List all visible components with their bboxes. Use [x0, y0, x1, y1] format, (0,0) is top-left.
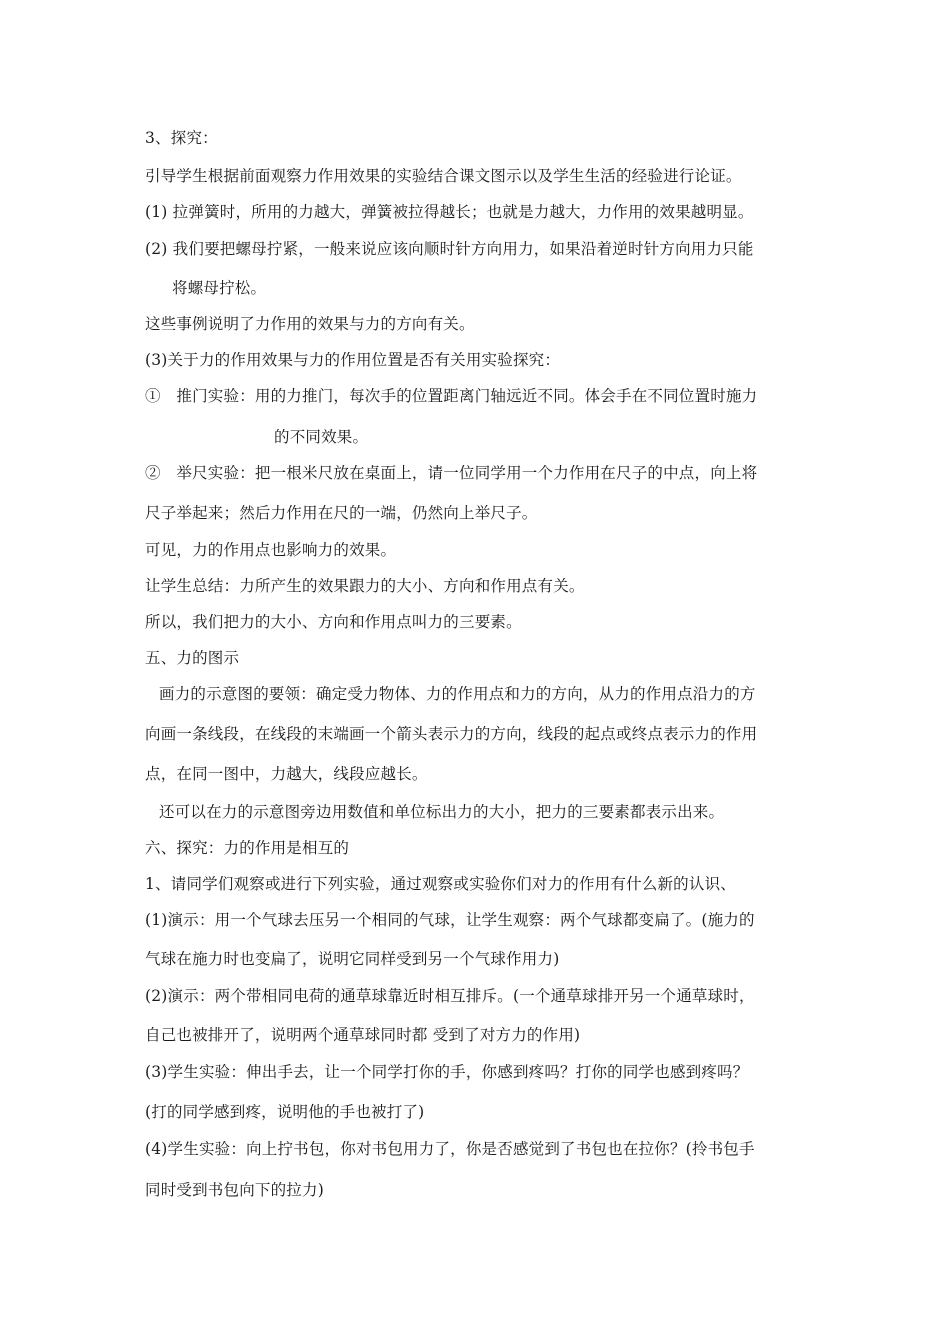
section-heading-explore: 3、探究：: [145, 129, 218, 147]
paragraph-label-magnitude: 还可以在力的示意图旁边用数值和单位标出力的大小，把力的三要素都表示出来。: [159, 803, 725, 821]
student-experiment-schoolbag: (4)学生实验：向上拧书包，你对书包用力了，你是否感觉到了书包也在拉你？(拎书包手: [145, 1140, 755, 1158]
demo-balloons-continued: 气球在施力时也变扁了，说明它同样受到另一个气球作用力): [145, 950, 560, 968]
paragraph-intro: 引导学生根据前面观察力作用效果的实验结合课文图示以及学生生活的经验进行论证。: [145, 167, 742, 185]
paragraph-conclusion-direction: 这些事例说明了力作用的效果与力的方向有关。: [145, 315, 475, 333]
list-item-2: (2) 我们要把螺母拧紧，一般来说应该向顺时针方向用力，如果沿着逆时针方向用力只能: [145, 240, 754, 258]
paragraph-observe-prompt: 1、请同学们观察或进行下列实验，通过观察或实验你们对力的作用有什么新的认识、: [145, 875, 736, 893]
student-experiment-schoolbag-continued: 同时受到书包向下的拉力): [145, 1181, 324, 1199]
paragraph-student-summary: 让学生总结：力所产生的效果跟力的大小、方向和作用点有关。: [145, 577, 585, 595]
paragraph-diagram-rules-line3: 点，在同一图中，力越大，线段应越长。: [145, 765, 428, 783]
paragraph-point-of-action: 可见，力的作用点也影响力的效果。: [145, 541, 397, 559]
demo-pith-balls-continued: 自己也被排开了，说明两个通草球同时都 受到了对方力的作用): [145, 1026, 581, 1044]
list-item-2-continued: 将螺母拧松。: [172, 279, 267, 297]
list-item-3: (3)关于力的作用效果与力的作用位置是否有关用实验探究：: [145, 351, 561, 369]
paragraph-diagram-rules-line2: 向画一条线段，在线段的末端画一个箭头表示力的方向，线段的起点或终点表示力的作用: [145, 725, 758, 743]
student-experiment-hand: (3)学生实验：伸出手去，让一个同学打你的手，你感到疼吗？打你的同学也感到疼吗？: [145, 1063, 749, 1081]
demo-pith-balls: (2)演示：两个带相同电荷的通草球靠近时相互排斥。(一个通草球排开另一个通草球时，: [145, 987, 755, 1005]
section-heading-force-diagram: 五、力的图示: [145, 649, 240, 667]
demo-balloons: (1)演示：用一个气球去压另一个相同的气球，让学生观察：两个气球都变扁了。(施力的: [145, 911, 755, 929]
experiment-lift-ruler-continued: 尺子举起来；然后力作用在尺的一端，仍然向上举尺子。: [145, 504, 538, 522]
section-heading-mutual-force: 六、探究：力的作用是相互的: [145, 839, 350, 857]
experiment-lift-ruler: ② 举尺实验：把一根米尺放在桌面上，请一位同学用一个力作用在尺子的中点，向上将: [145, 464, 758, 482]
paragraph-diagram-rules: 画力的示意图的要领：确定受力物体、力的作用点和力的方向，从力的作用点沿力的方: [159, 685, 756, 703]
experiment-push-door-continued: 的不同效果。: [274, 428, 369, 446]
list-item-1: (1) 拉弹簧时，所用的力越大，弹簧被拉得越长；也就是力越大，力作用的效果越明显。: [145, 203, 754, 221]
student-experiment-hand-continued: (打的同学感到疼，说明他的手也被打了): [145, 1103, 425, 1121]
experiment-push-door: ① 推门实验：用的力推门，每次手的位置距离门轴远近不同。体会手在不同位置时施力: [145, 387, 758, 405]
paragraph-three-elements: 所以，我们把力的大小、方向和作用点叫力的三要素。: [145, 613, 522, 631]
